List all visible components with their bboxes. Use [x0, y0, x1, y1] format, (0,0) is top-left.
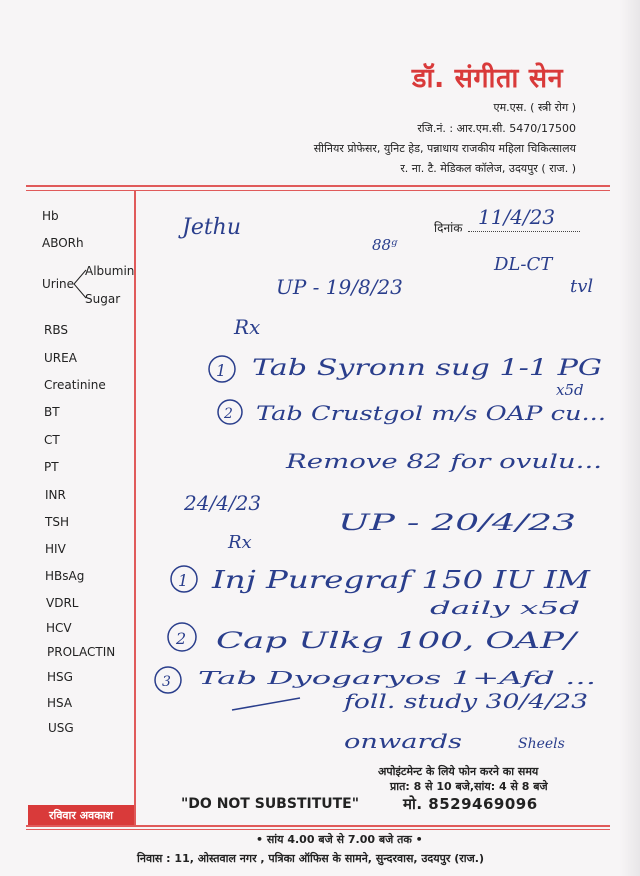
college: र. ना. टै. मेडिकल कॉलेज, उदयपुर ( राज. ) [400, 162, 576, 175]
test-ct: CT [44, 433, 60, 447]
hw-med-3: Inj Puregraf 150 IU IM [210, 566, 592, 594]
test-creatinine: Creatinine [44, 378, 106, 392]
footer-divider-top [26, 825, 610, 827]
hw-rx-1: Rx [234, 315, 261, 339]
qualification: एम.एस. ( स्त्री रोग ) [493, 101, 576, 114]
hw-num-2a: 2 [224, 406, 233, 422]
date-label: दिनांक [434, 221, 463, 235]
hw-date: 11/4/23 [478, 205, 556, 229]
hw-med-4: Cap Ulkg 100, OAP/ [216, 629, 581, 654]
registration-number: रजि.नं. : आर.एम.सी. 5470/17500 [417, 122, 576, 135]
footer-divider-bottom [26, 829, 610, 830]
doctor-name: डॉ. संगीता सेन [412, 63, 564, 94]
hw-med-2: Tab Crustgol m/s OAP cu... [256, 401, 606, 425]
test-hsa: HSA [47, 696, 73, 710]
hw-note-b: DL-CT [494, 254, 553, 275]
hw-strike [232, 698, 300, 710]
test-hb: Hb [42, 209, 59, 223]
test-inr: INR [45, 488, 66, 502]
hw-rx-2: Rx [228, 532, 252, 553]
test-prolactin: PROLACTIN [47, 645, 116, 659]
test-urea: UREA [44, 351, 77, 365]
hw-signature: Sheels [518, 736, 565, 752]
test-vdrl: VDRL [46, 596, 79, 610]
test-urine-sugar: Sugar [85, 292, 121, 306]
hw-med-3b: daily x5d [430, 598, 580, 619]
test-aborh: ABORh [42, 236, 84, 250]
hw-num-1b: 1 [178, 571, 189, 590]
hw-num-1a: 1 [216, 361, 227, 380]
hw-num-2b: 2 [176, 629, 187, 648]
hw-med-5: Tab Dyogaryos 1+Afd ... [198, 668, 596, 689]
phone-number: मो. 8529469096 [403, 795, 538, 813]
test-tsh: TSH [45, 515, 69, 529]
hw-med-1: Tab Syronn sug 1-1 PG [252, 356, 602, 381]
test-usg: USG [48, 721, 74, 735]
hw-date-2: 24/4/23 [184, 491, 262, 515]
hw-note-d: tvl [570, 276, 594, 297]
hw-upt-2: UP - 20/4/23 [338, 511, 576, 536]
test-bt: BT [44, 405, 60, 419]
hw-onwards: onwards [344, 729, 462, 753]
hw-med-1b: x5d [556, 381, 584, 399]
test-hcv: HCV [46, 621, 72, 635]
test-urine: Urine [42, 277, 75, 291]
test-pt: PT [44, 460, 59, 474]
do-not-substitute: "DO NOT SUBSTITUTE" [181, 796, 360, 812]
test-hiv: HIV [45, 542, 66, 556]
residence-address: निवास : 11, ओस्तवाल नगर , पत्रिका ऑफिस के सामने, सुन्दरवास, उदयपुर (राज.) [137, 852, 484, 865]
hw-upt-1: UP - 19/8/23 [276, 275, 403, 299]
hw-instruction: Remove 82 for ovulu... [284, 449, 602, 473]
sunday-holiday-badge: रविवार अवकाश [28, 805, 134, 825]
hw-patient: Jethu [182, 215, 242, 240]
test-hsg: HSG [47, 670, 73, 684]
hw-note-a: 88ᵍ [372, 236, 398, 254]
evening-hours: • सांय 4.00 बजे से 7.00 बजे तक • [256, 833, 423, 846]
appointment-title: अपोइंटमेन्ट के लिये फोन करने का समय [378, 765, 539, 778]
test-hbsag: HBsAg [45, 569, 85, 583]
hw-follow-up: foll. study 30/4/23 [341, 689, 588, 713]
hw-num-3: 3 [162, 674, 171, 690]
test-urine-albumin: Albumin [85, 264, 135, 278]
designation: सीनियर प्रोफेसर, युनिट हेड, पन्नाधाय राजकीय महिला चिकित्सालय [313, 142, 576, 155]
appointment-timing: प्रात: 8 से 10 बजे,सांय: 4 से 8 बजे [390, 780, 548, 793]
test-rbs: RBS [44, 323, 68, 337]
